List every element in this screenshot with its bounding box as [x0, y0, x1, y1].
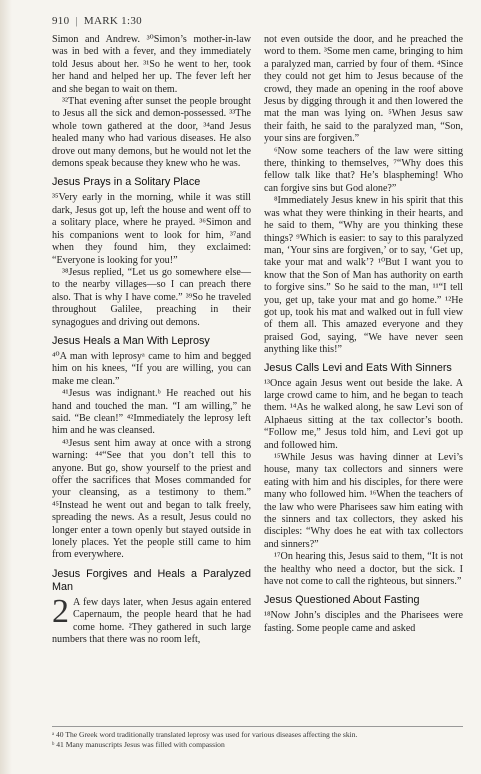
- book-reference: MARK 1:30: [83, 15, 142, 27]
- chapter-number-dropcap: 2: [52, 592, 69, 630]
- header-separator: |: [75, 15, 78, 27]
- paragraph: ¹⁷On hearing this, Jesus said to them, “It is not the healthy who need a doctor, but the sick. I have not come to call the righteous, but sinners.”: [264, 551, 463, 588]
- section-heading: Jesus Calls Levi and Eats With Sinners: [264, 361, 452, 374]
- paragraph: ⁶Now some teachers of the law were sitting there, thinking to themselves, ⁷“Why does this fellow talk like that? He’s blaspheming! Who can forgive sins but God alone?”: [264, 145, 463, 194]
- running-header: [52, 14, 463, 28]
- right-column: [264, 34, 463, 646]
- paragraph: ⁴¹Jesus was indignant.ᵇ He reached out his hand and touched the man. “I am willing,” he said. “Be clean!” ⁴²Immediately the leprosy left him and he was cleansed.: [52, 388, 251, 437]
- paragraph: ³⁸Jesus replied, “Let us go somewhere else—to the nearby villages—so I can preach there also. That is why I have come.” ³⁹So he traveled throughout Galilee, preaching in their synagogues and driving out demons.: [52, 266, 251, 328]
- footnote-b: ᵇ 41 Many manuscripts Jesus was filled with compassion: [52, 739, 225, 749]
- paragraph: ⁴³Jesus sent him away at once with a strong warning: ⁴⁴“See that you don’t tell this to anyone. But go, show yourself to the priest and offer the sacrifices that Moses commanded for your cleansing, as a testimony to them.” ⁴⁵Instead he went out and began to talk freely, spreading the news. As a result, Jesus could no longer enter a town openly but stayed outside in lonely places. Yet the people still came to him from everywhere.: [52, 437, 251, 561]
- paragraph: ¹⁸Now John’s disciples and the Pharisees were fasting. Some people came and asked: [264, 610, 463, 634]
- paragraph: Simon and Andrew. ³⁰Simon’s mother-in-law was in bed with a fever, and they immediately told Jesus about her. ³¹So he went to her, took her hand and helped her up. The fever left her and she began to wait on them.: [52, 34, 251, 95]
- section-heading: Jesus Prays in a Solitary Place: [52, 176, 201, 189]
- paragraph: ⁴⁰A man with leprosyᵃ came to him and begged him on his knees, “If you are willing, you can make me clean.”: [52, 350, 251, 387]
- section-heading: Jesus Forgives and Heals a Paralyzed Man: [52, 567, 251, 593]
- section-heading: Jesus Questioned About Fasting: [264, 594, 420, 607]
- paragraph: ¹⁵While Jesus was having dinner at Levi’s house, many tax collectors and sinners were eating with him and his disciples, for there were many who followed him. ¹⁶When the teachers of the law who were Pharisees saw him eating with the sinners and tax collectors, they asked his disciples: “Why does he eat with tax collectors and sinners?”: [264, 452, 463, 550]
- paragraph: ³²That evening after sunset the people brought to Jesus all the sick and demon-possessed. ³³The whole town gathered at the door, ³⁴and Jesus healed many who had various diseases. He also drove out many demons, but he would not let the demons speak because they knew who he was.: [52, 96, 251, 170]
- chapter-start: [52, 592, 251, 647]
- paragraph: ³⁵Very early in the morning, while it was still dark, Jesus got up, left the house and went off to a solitary place, where he prayed. ³⁶Simon and his companions went to look for him, ³⁷and when they found him, they exclaimed: “Everyone is looking for you!”: [52, 192, 251, 266]
- left-column: [52, 34, 251, 646]
- paragraph: ¹³Once again Jesus went out beside the lake. A large crowd came to him, and he began to teach them. ¹⁴As he walked along, he saw Levi son of Alphaeus sitting at the tax collector’s booth. “Follow me,” Jesus told him, and Levi got up and followed him.: [264, 377, 463, 451]
- paragraph: A few days later, when Jesus again entered Capernaum, the people heard that he had come home. ²They gathered in such large numbers that there was no room left,: [52, 596, 251, 646]
- paragraph: ⁸Immediately Jesus knew in his spirit that this was what they were thinking in their hearts, and he said to them, “Why are you thinking these things? ⁹Which is easier: to say to this paralyzed man, ‘Your sins are forgiven,’ or to say, ‘Get up, take your mat and walk’? ¹⁰But I want you to know that the Son of Man has authority on earth to forgive sins.” So he said to the man, ¹¹“I tell you, get up, take your mat and go home.” ¹²He got up, took his mat and walked out in full view of them all. This amazed everyone and they praised God, saying, “We have never seen anything like this!”: [264, 195, 463, 356]
- footnote-a: ᵃ 40 The Greek word traditionally translated leprosy was used for various diseases affecting the skin.: [52, 730, 358, 739]
- paragraph: not even outside the door, and he preached the word to them. ³Some men came, bringing to him a paralyzed man, carried by four of them. ⁴Since they could not get him to Jesus because of the crowd, they made an opening in the roof above Jesus by digging through it and then lowered the mat the man was lying on. ⁵When Jesus saw their faith, he said to the paralyzed man, “Son, your sins are forgiven.”: [264, 34, 463, 145]
- section-heading: Jesus Heals a Man With Leprosy: [52, 334, 210, 347]
- text-columns: [52, 34, 463, 646]
- footnotes: [52, 726, 463, 749]
- page-number: 910: [52, 15, 70, 27]
